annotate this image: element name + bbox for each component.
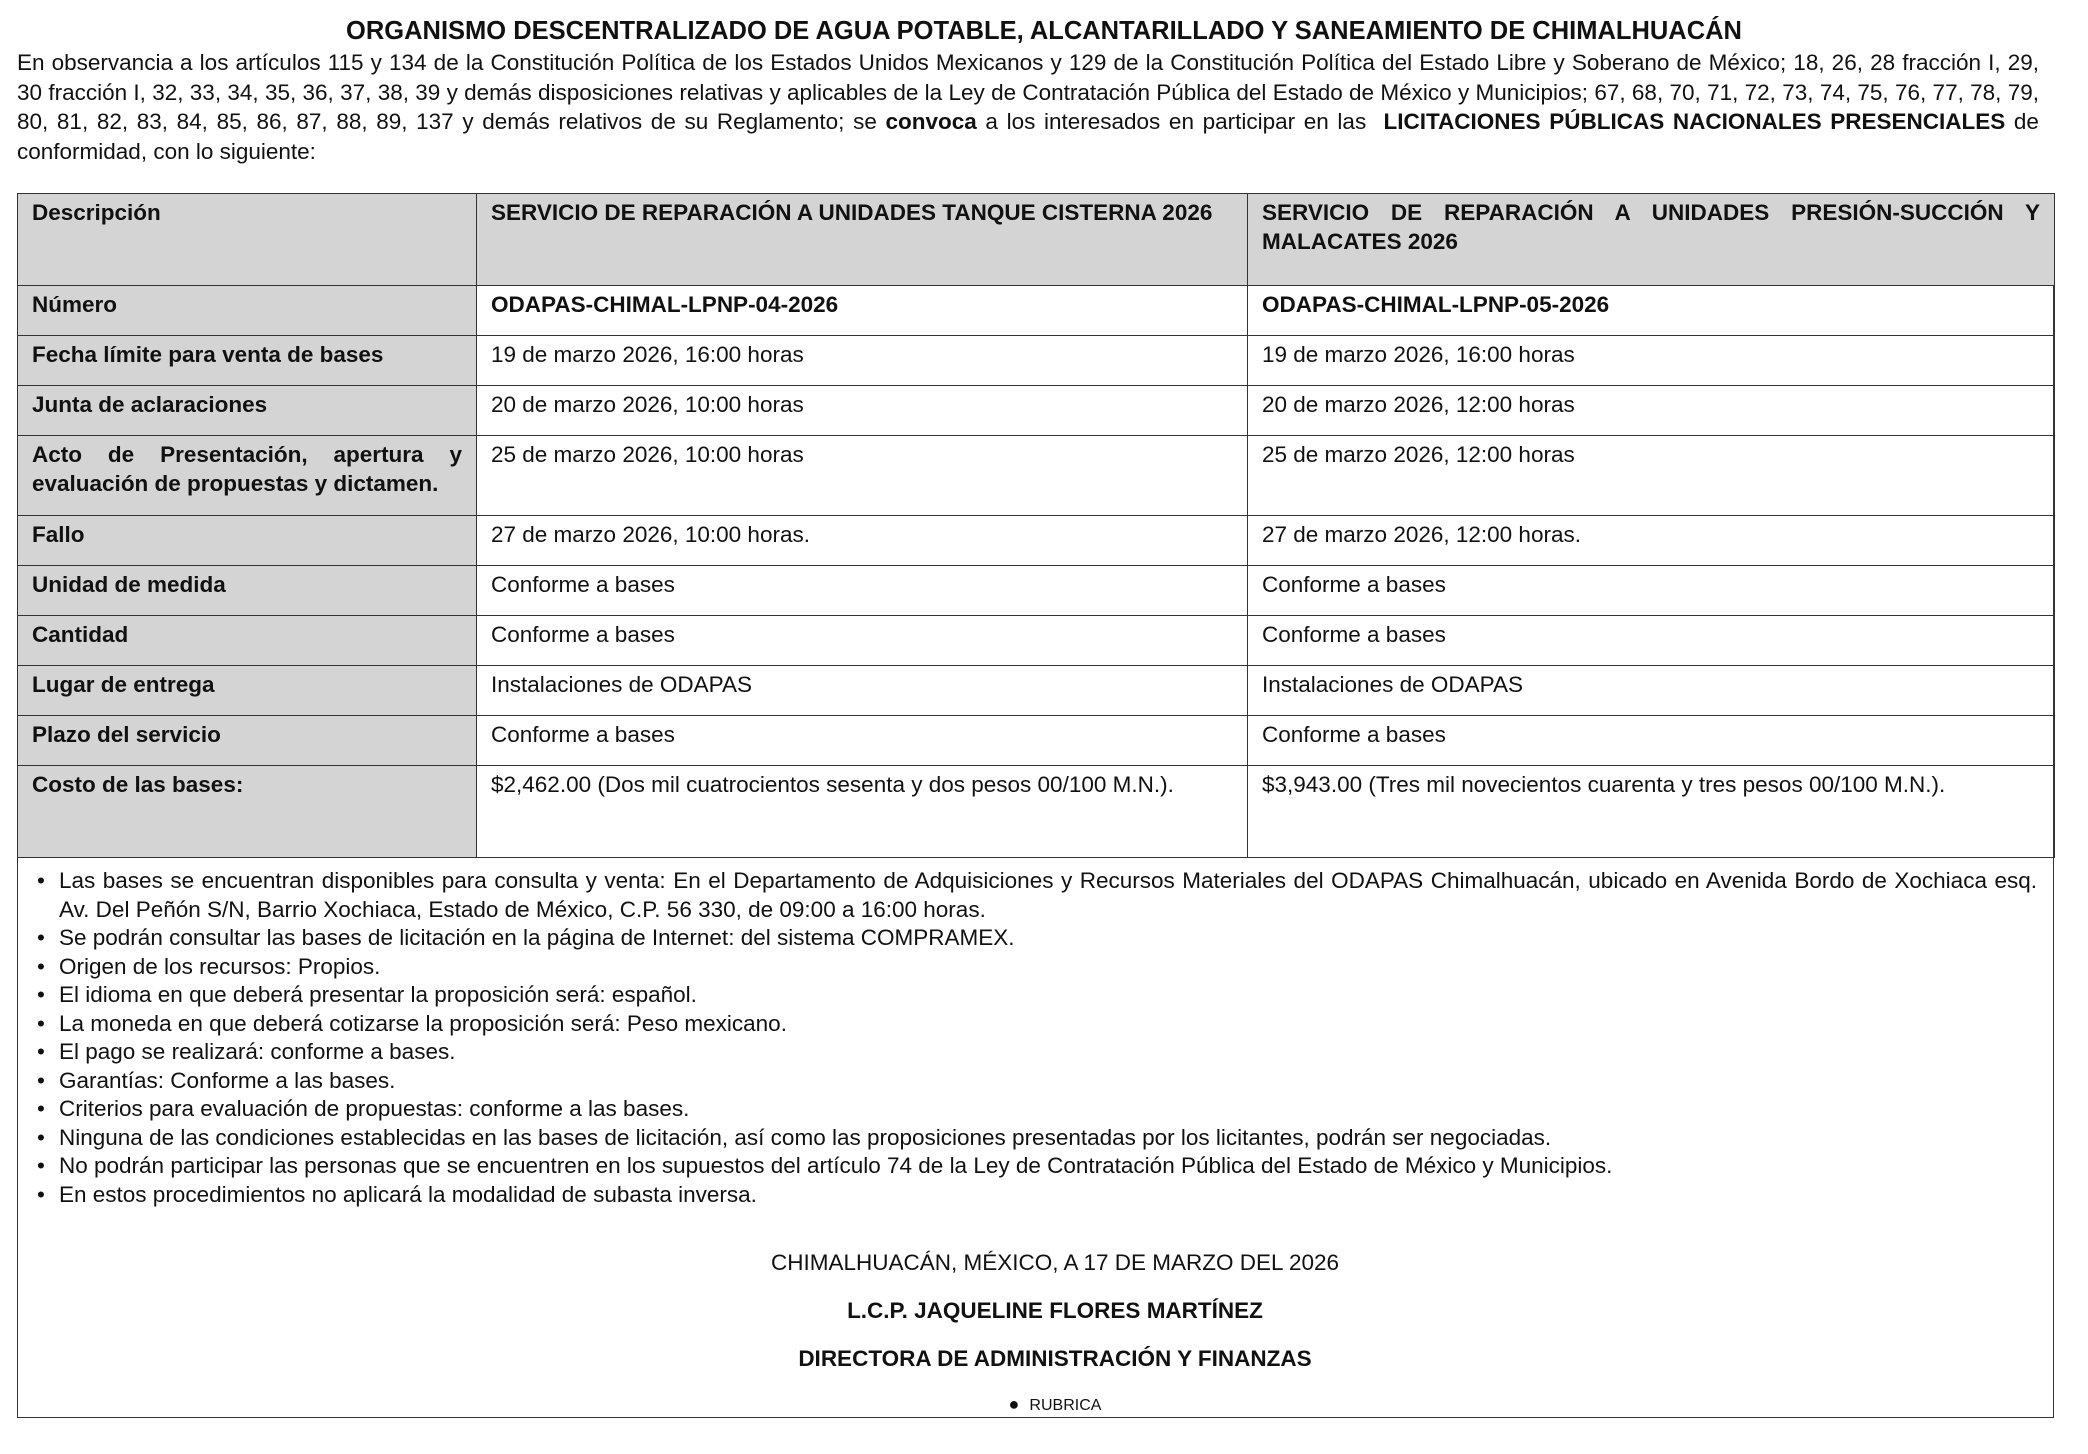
row-cantidad [18,616,2055,666]
document-title: ORGANISMO DESCENTRALIZADO DE AGUA POTABLE, ALCANTARILLADO Y SANEAMIENTO DE CHIMALHUACÁN [346,17,1742,45]
label-fallo: Fallo [18,516,477,566]
list-item: • En estos procedimientos no aplicará la modalidad de subasta inversa. [37,1181,2037,1210]
col1-plazo: Conforme a bases [477,716,1248,766]
col2-lugar: Instalaciones de ODAPAS [1248,666,2055,716]
col1-junta: 20 de marzo 2026, 10:00 horas [477,386,1248,436]
label-costo: Costo de las bases: [18,766,477,858]
col2-numero: ODAPAS-CHIMAL-LPNP-05-2026 [1248,286,2055,336]
row-plazo [18,716,2055,766]
rubrica-label: RUBRICA [1029,1397,1102,1414]
label-unidad: Unidad de medida [18,566,477,616]
col1-lugar: Instalaciones de ODAPAS [477,666,1248,716]
label-lugar: Lugar de entrega [18,666,477,716]
col1-costo: $2,462.00 (Dos mil cuatrocientos sesenta y dos pesos 00/100 M.N.). [477,766,1248,858]
list-item: • La moneda en que deberá cotizarse la proposición será: Peso mexicano. [37,1010,2037,1039]
list-item: • Ninguna de las condiciones establecidas en las bases de licitación, así como las proposiciones presentadas por los licitantes, podrán ser negociadas. [37,1124,2037,1153]
row-unidad [18,566,2055,616]
row-costo [18,766,2055,858]
signer-name: L.C.P. JAQUELINE FLORES MARTÍNEZ [847,1298,1263,1323]
label-descripcion: Descripción [18,194,477,286]
intro-paragraph [17,48,2039,166]
col2-costo: $3,943.00 (Tres mil novecientos cuarenta y tres pesos 00/100 M.N.). [1248,766,2055,858]
col2-unidad: Conforme a bases [1248,566,2055,616]
col1-acto: 25 de marzo 2026, 10:00 horas [477,436,1248,516]
intro-text-3: de conformidad, con lo siguiente: [17,109,2039,164]
col2-descripcion: SERVICIO DE REPARACIÓN A UNIDADES PRESIÓN-SUCCIÓN Y MALACATES 2026 [1248,194,2055,286]
col2-plazo: Conforme a bases [1248,716,2055,766]
col2-cantidad: Conforme a bases [1248,616,2055,666]
list-item: • Las bases se encuentran disponibles para consulta y venta: En el Departamento de Adquisiciones y Recursos Materiales del ODAPAS Chimalhuacán, ubicado en Avenida Bordo de Xochiaca esq. Av. Del Peñón S/N, Barrio Xochiaca, Estado de México, C.P. 56 330, de 09:00 a 16:00 horas. [37,867,2037,924]
label-fecha-limite: Fecha límite para venta de bases [18,336,477,386]
intro-bold-convoca: convoca [885,109,977,134]
list-item: • No podrán participar las personas que se encuentren en los supuestos del artículo 74 de la Ley de Contratación Pública del Estado de México y Municipios. [37,1152,2037,1181]
row-descripcion [18,194,2055,286]
col1-cantidad: Conforme a bases [477,616,1248,666]
list-item: • El pago se realizará: conforme a bases. [37,1038,2037,1067]
col2-fallo: 27 de marzo 2026, 12:00 horas. [1248,516,2055,566]
rubrica-line [0,1394,2088,1415]
label-plazo: Plazo del servicio [18,716,477,766]
intro-text-2: a los interesados en participar en las [985,109,1367,134]
label-cantidad: Cantidad [18,616,477,666]
label-junta: Junta de aclaraciones [18,386,477,436]
place-date: CHIMALHUACÁN, MÉXICO, A 17 DE MARZO DEL 2026 [770,1250,1340,1275]
conditions-list [37,867,2037,1209]
list-item: • Origen de los recursos: Propios. [37,953,2037,982]
label-numero: Número [18,286,477,336]
row-fecha-limite [18,336,2055,386]
row-fallo [18,516,2055,566]
col1-numero: ODAPAS-CHIMAL-LPNP-04-2026 [477,286,1248,336]
col1-fallo: 27 de marzo 2026, 10:00 horas. [477,516,1248,566]
col1-unidad: Conforme a bases [477,566,1248,616]
bullet-dot-icon: ● [1008,1394,1020,1414]
licitaciones-table [17,193,2055,858]
col1-fecha-limite: 19 de marzo 2026, 16:00 horas [477,336,1248,386]
signer-title: DIRECTORA DE ADMINISTRACIÓN Y FINANZAS [798,1346,1312,1371]
col2-acto: 25 de marzo 2026, 12:00 horas [1248,436,2055,516]
label-acto: Acto de Presentación, apertura y evaluación de propuestas y dictamen. [18,436,477,516]
list-item: • El idioma en que deberá presentar la proposición será: español. [37,981,2037,1010]
col2-junta: 20 de marzo 2026, 12:00 horas [1248,386,2055,436]
col2-fecha-limite: 19 de marzo 2026, 16:00 horas [1248,336,2055,386]
list-item: • Garantías: Conforme a las bases. [37,1067,2037,1096]
intro-text-1: En observancia a los artículos 115 y 134 de la Constitución Política de los Estados Unidos Mexicanos y 129 de la Constitución Política del Estado Libre y Soberano de México; 18, 26, 28 fracción I, 29, 30 fracción I, 32, 33, 34, 35, 36, 37, 38, 39 y demás disposiciones relativas y aplicables de la Ley de Contratación Pública del Estado de México y Municipios; 67, 68, 70, 71, 72, 73, 74, 75, 76, 77, 78, 79, 80, 81, 82, 83, 84, 85, 86, 87, 88, 89, 137 y demás relativos de su Reglamento; se [17,50,2039,134]
list-item: • Se podrán consultar las bases de licitación en la página de Internet: del sistema COMPRAMEX. [37,924,2037,953]
row-junta [18,386,2055,436]
list-item: • Criterios para evaluación de propuestas: conforme a las bases. [37,1095,2037,1124]
row-numero [18,286,2055,336]
intro-bold-licitaciones: LICITACIONES PÚBLICAS NACIONALES PRESENCIALES [1383,109,2006,134]
row-acto [18,436,2055,516]
row-lugar [18,666,2055,716]
col1-descripcion: SERVICIO DE REPARACIÓN A UNIDADES TANQUE CISTERNA 2026 [477,194,1248,286]
